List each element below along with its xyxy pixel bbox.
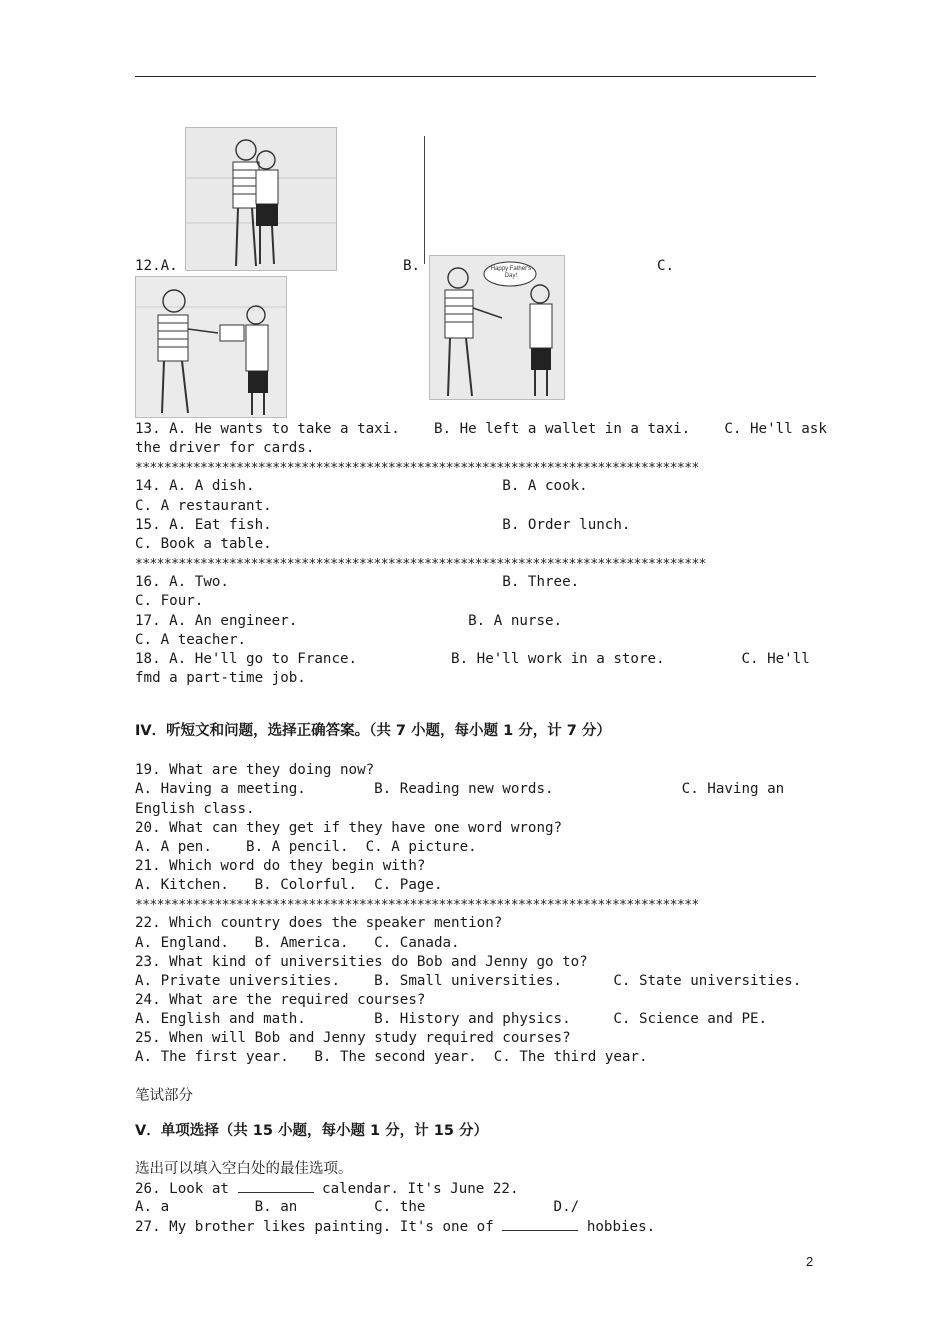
answer-blank[interactable] (238, 1179, 314, 1193)
q26-options: A. a B. an C. the D./ (135, 1199, 580, 1215)
gift-illustration (136, 277, 286, 417)
q19-question: 19. What are they doing now? (135, 762, 375, 778)
separator-stars: ******************************************************************************* (135, 557, 706, 572)
q19-options: A. Having a meeting. B. Reading new words. C. Having an (135, 781, 785, 797)
q12-label-a: 12.A. (135, 258, 178, 274)
q12-label-b: B. (403, 258, 421, 274)
header-rule (135, 76, 816, 77)
q15-line1: 15. A. Eat fish. B. Order lunch. (135, 517, 631, 533)
picture-b-gift (135, 276, 287, 418)
q24-options: A. English and math. B. History and physics. C. Science and PE. (135, 1011, 768, 1027)
q22-options: A. England. B. America. C. Canada. (135, 935, 460, 951)
q13-line1: 13. A. He wants to take a taxi. B. He left a wallet in a taxi. C. He'll ask (135, 421, 827, 437)
q23-question: 23. What kind of universities do Bob and Jenny go to? (135, 954, 588, 970)
instructions: 选出可以填入空白处的最佳选项。 (135, 1161, 353, 1177)
q25-options: A. The first year. B. The second year. C. The third year. (135, 1049, 648, 1065)
page-number: 2 (806, 1254, 814, 1269)
hug-illustration (186, 128, 336, 270)
section-iv-heading: IV．听短文和问题，选择正确答案。（共 7 小题，每小题 1 分，计 7 分） (135, 723, 611, 739)
q26-question (135, 1179, 519, 1199)
q22-question: 22. Which country does the speaker mention? (135, 915, 503, 931)
q26-text-post: calendar. It's June 22. (313, 1181, 519, 1197)
q27-question (135, 1217, 655, 1237)
q27-text-pre: 27. My brother likes painting. It's one of (135, 1219, 503, 1235)
q24-question: 24. What are the required courses? (135, 992, 426, 1008)
q14-line1: 14. A. A dish. B. A cook. (135, 478, 588, 494)
section-v-heading: V．单项选择（共 15 小题，每小题 1 分，计 15 分） (135, 1123, 488, 1139)
separator-stars: ****************************************************************************** (135, 898, 699, 913)
q16-line2: C. Four. (135, 593, 204, 609)
q17-line2: C. A teacher. (135, 632, 247, 648)
picture-c-fathers-day (429, 255, 565, 400)
q15-line2: C. Book a table. (135, 536, 272, 552)
balloon-text: Happy Father's Day! (490, 266, 532, 279)
answer-blank[interactable] (502, 1217, 578, 1231)
q18-line2: fmd a part-time job. (135, 670, 306, 686)
q13-line2: the driver for cards. (135, 440, 315, 456)
q23-options: A. Private universities. B. Small universities. C. State universities. (135, 973, 802, 989)
q20-question: 20. What can they get if they have one word wrong? (135, 820, 563, 836)
q16-line1: 16. A. Two. B. Three. (135, 574, 580, 590)
q12-label-c: C. (657, 258, 675, 274)
written-part-heading: 笔试部分 (135, 1088, 193, 1104)
q17-line1: 17. A. An engineer. B. A nurse. (135, 613, 563, 629)
q18-line1: 18. A. He'll go to France. B. He'll work in a store. C. He'll (135, 651, 810, 667)
q25-question: 25. When will Bob and Jenny study required courses? (135, 1030, 571, 1046)
q14-line2: C. A restaurant. (135, 498, 272, 514)
separator-stars: ****************************************************************************** (135, 461, 699, 476)
q21-question: 21. Which word do they begin with? (135, 858, 426, 874)
q26-text-pre: 26. Look at (135, 1181, 238, 1197)
picture-b-edge (424, 136, 425, 264)
q21-options: A. Kitchen. B. Colorful. C. Page. (135, 877, 443, 893)
picture-a-father-hug (185, 127, 337, 271)
q20-options: A. A pen. B. A pencil. C. A picture. (135, 839, 477, 855)
q27-text-post: hobbies. (578, 1219, 656, 1235)
q19-options-cont: English class. (135, 801, 255, 817)
